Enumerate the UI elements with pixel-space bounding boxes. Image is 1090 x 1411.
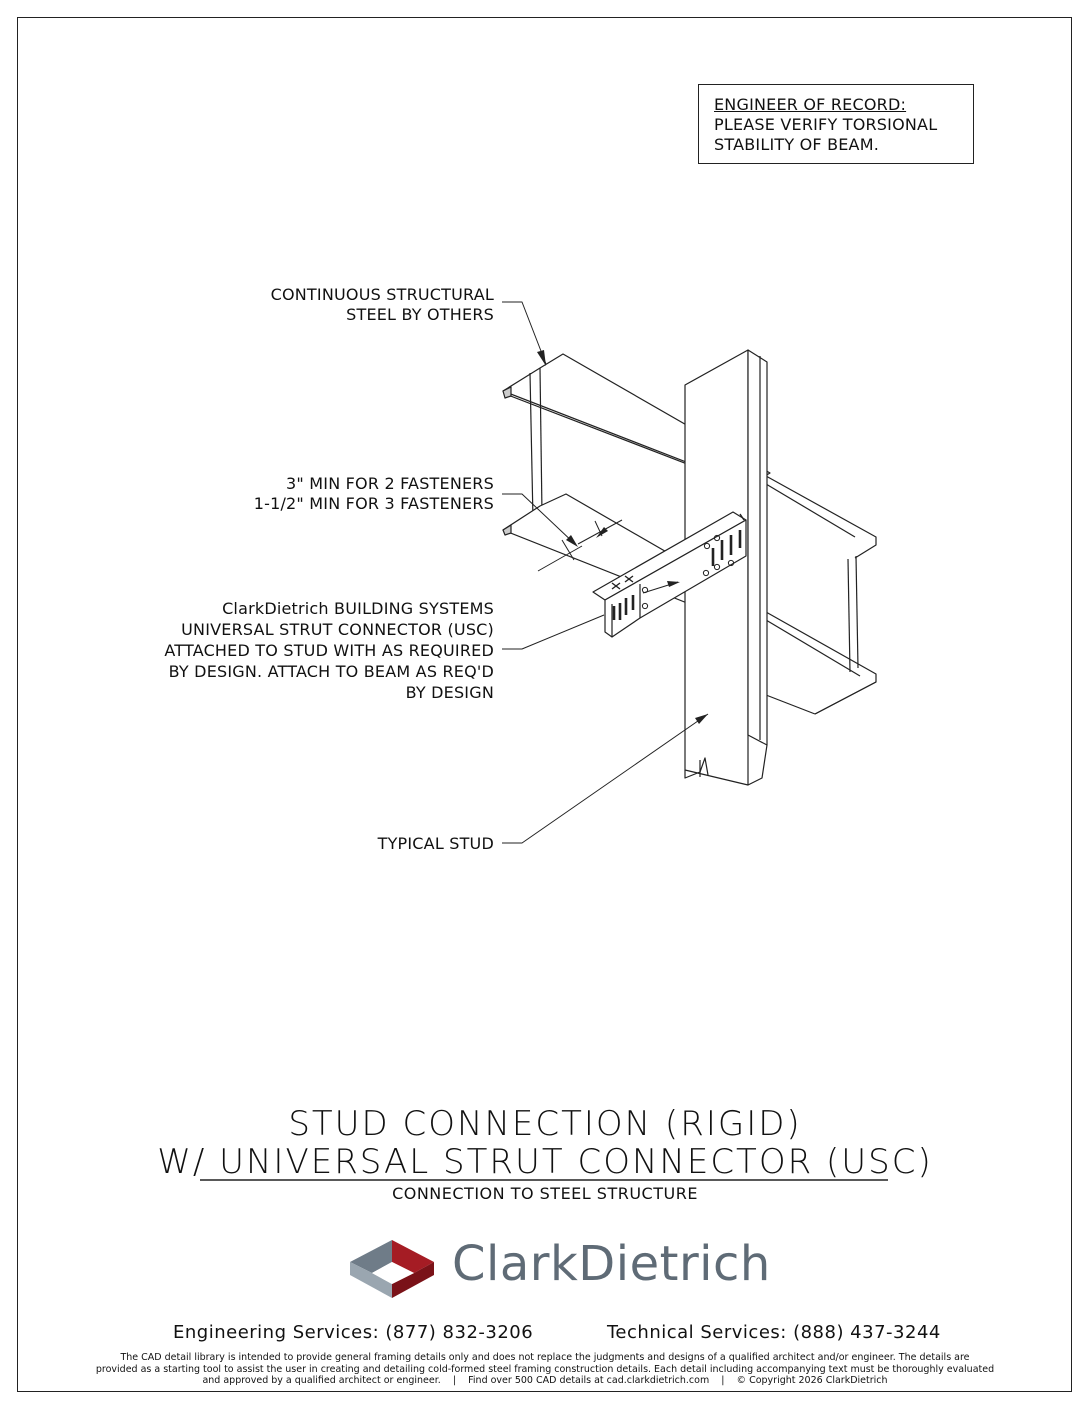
engineer-note-line: PLEASE VERIFY TORSIONAL	[714, 115, 938, 134]
callout-text: STEEL BY OTHERS	[346, 305, 494, 324]
disclaimer-line: and approved by a qualified architect or engineer. | Find over 500 CAD details at cad.clarkdietrich.com | © Copyright 2026 ClarkDietrich	[202, 1375, 888, 1386]
detail-title-line2: W/ UNIVERSAL STRUT CONNECTOR (USC)	[157, 1142, 933, 1182]
callout-text: ATTACHED TO STUD WITH AS REQUIRED	[164, 641, 494, 660]
stud-callout: TYPICAL STUD	[377, 834, 494, 853]
engineer-note-line: STABILITY OF BEAM.	[714, 135, 879, 154]
callout-text: 3" MIN FOR 2 FASTENERS	[286, 474, 494, 493]
detail-title-line1: STUD CONNECTION (RIGID)	[288, 1104, 802, 1144]
brand-name: ClarkDietrich	[452, 1236, 771, 1292]
steel-callout	[271, 285, 494, 325]
min-distance-callout	[254, 474, 494, 514]
detail-subtitle: CONNECTION TO STEEL STRUCTURE	[392, 1184, 698, 1203]
callout-text: UNIVERSAL STRUT CONNECTOR (USC)	[181, 620, 494, 639]
technical-services-phone: Technical Services: (888) 437-3244	[607, 1322, 941, 1343]
disclaimer	[45, 1352, 1045, 1387]
callout-text: BY DESIGN	[405, 683, 494, 702]
callout-text: ClarkDietrich BUILDING SYSTEMS	[222, 599, 494, 618]
engineer-note-heading: ENGINEER OF RECORD:	[714, 95, 907, 114]
callout-text: CONTINUOUS STRUCTURAL	[270, 285, 494, 304]
callout-text: 1-1/2" MIN FOR 3 FASTENERS	[253, 494, 494, 513]
engineering-services-phone: Engineering Services: (877) 832-3206	[173, 1322, 534, 1343]
clarkdietrich-logo-icon	[350, 1240, 434, 1298]
disclaimer-line: provided as a starting tool to assist the user in creating and detailing cold-formed steel framing construction details. Each detail including accompanying text must be thoroughly evaluated	[95, 1363, 995, 1375]
disclaimer-line: The CAD detail library is intended to provide general framing details only and does not replace the judgments and designs of a qualified architect and/or engineer. The details are	[120, 1352, 970, 1363]
usc-callout	[164, 598, 494, 703]
callout-text: BY DESIGN. ATTACH TO BEAM AS REQ'D	[168, 662, 494, 681]
